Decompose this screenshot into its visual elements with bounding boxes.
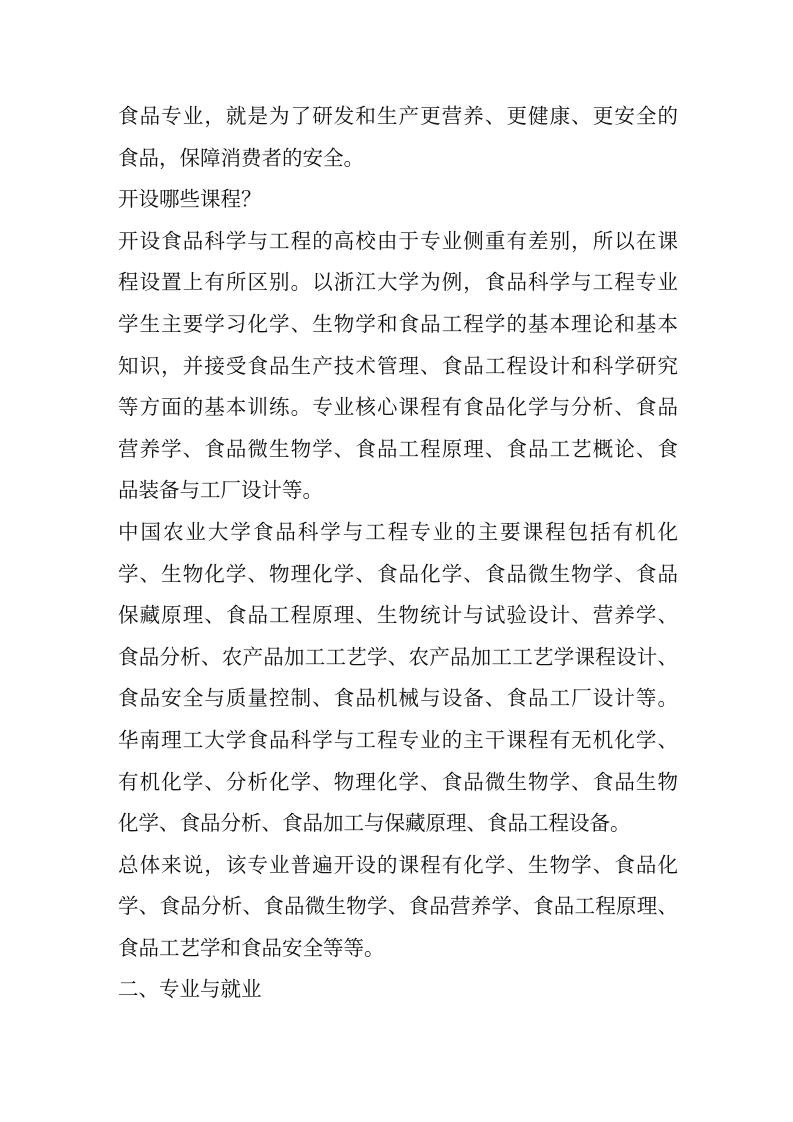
text-line: 中国农业大学食品科学与工程专业的主要课程包括有机化: [118, 519, 678, 544]
text-line: 学生主要学习化学、生物学和食品工程学的基本理论和基本: [118, 311, 678, 336]
text-line: 知识，并接受食品生产技术管理、食品工程设计和科学研究: [118, 353, 678, 378]
text-line: 食品，保障消费者的安全。: [118, 145, 364, 170]
text-line: 保藏原理、食品工程原理、生物统计与试验设计、营养学、: [118, 603, 678, 628]
text-line: 食品安全与质量控制、食品机械与设备、食品工厂设计等。: [118, 686, 678, 711]
text-line: 食品分析、农产品加工工艺学、农产品加工工艺学课程设计、: [118, 644, 678, 669]
text-line: 食品工艺学和食品安全等等。: [118, 935, 385, 960]
section-question-heading: 开设哪些课程？: [118, 187, 262, 212]
text-line: 总体来说，该专业普遍开设的课程有化学、生物学、食品化: [118, 852, 678, 877]
text-line: 学、食品分析、食品微生物学、食品营养学、食品工程原理、: [118, 894, 678, 919]
text-line: 有机化学、分析化学、物理化学、食品微生物学、食品生物: [118, 769, 678, 794]
text-line: 学、生物化学、物理化学、食品化学、食品微生物学、食品: [118, 561, 678, 586]
text-line: 华南理工大学食品科学与工程专业的主干课程有无机化学、: [118, 727, 678, 752]
text-line: 食品专业，就是为了研发和生产更营养、更健康、更安全的: [118, 104, 678, 128]
text-line: 营养学、食品微生物学、食品工程原理、食品工艺概论、食: [118, 436, 678, 461]
text-line: 开设食品科学与工程的高校由于专业侧重有差别，所以在课: [118, 228, 678, 253]
text-line: 化学、食品分析、食品加工与保藏原理、食品工程设备。: [118, 811, 631, 836]
section-heading: 二、专业与就业: [118, 977, 262, 1002]
document-body: [118, 96, 678, 1011]
text-line: 品装备与工厂设计等。: [118, 478, 323, 503]
text-line: 程设置上有所区别。以浙江大学为例，食品科学与工程专业: [118, 270, 678, 295]
text-line: 等方面的基本训练。专业核心课程有食品化学与分析、食品: [118, 395, 678, 420]
